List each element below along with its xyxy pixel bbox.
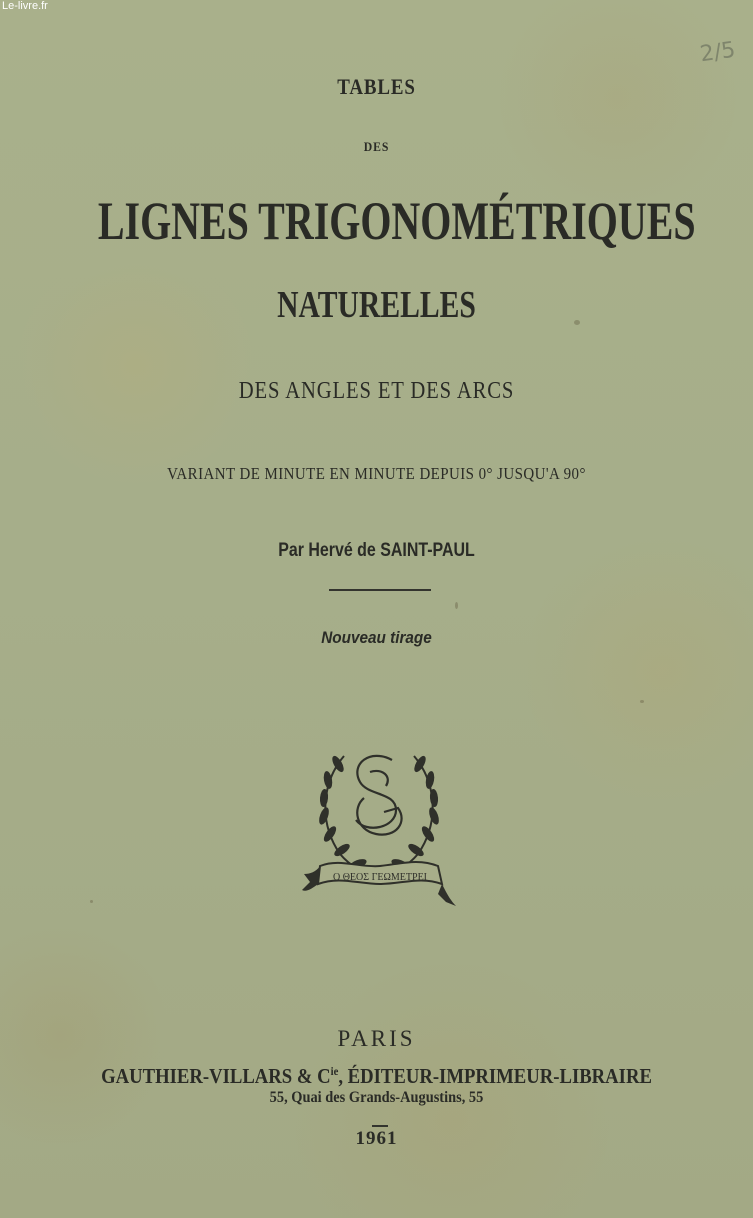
title-naturelles: NATURELLES [277, 284, 476, 326]
publisher-role: , ÉDITEUR-IMPRIMEUR-LIBRAIRE [338, 1064, 652, 1088]
imprint-publisher [41, 1064, 711, 1089]
publisher-superscript: ie [330, 1064, 339, 1078]
subtitle-variant: VARIANT DE MINUTE EN MINUTE DEPUIS 0° JUSQU'A 90° [167, 464, 586, 483]
edition-note: Nouveau tirage [321, 628, 432, 647]
imprint-city: PARIS [337, 1026, 416, 1051]
paper-speck [455, 602, 458, 609]
laurel-leaves [317, 754, 441, 879]
main-title: LIGNES TRIGONOMÉTRIQUES [97, 191, 696, 251]
pencil-annotation: 2/5 [698, 37, 737, 68]
year-divider [372, 1125, 388, 1127]
imprint-address: 55, Quai des Grands-Augustins, 55 [269, 1089, 484, 1106]
divider-rule [329, 589, 431, 591]
motto-text: Ο ΘΕΟΣ ΓΕΩΜΕΤΡΕΙ [332, 872, 428, 883]
motto-ribbon [302, 862, 456, 906]
laurel-monogram-emblem-icon [300, 742, 458, 910]
title-des: DES [363, 139, 390, 154]
author-line: Par Hervé de SAINT-PAUL [278, 540, 475, 561]
monogram-glyph [356, 756, 402, 835]
paper-speck [90, 900, 93, 903]
laurel-wreath [325, 756, 432, 876]
paper-speck [640, 700, 644, 703]
publisher-name: GAUTHIER-VILLARS & C [101, 1064, 331, 1088]
title-tables: TABLES [337, 74, 416, 99]
watermark: Le-livre.fr [2, 0, 48, 12]
subtitle-angles: DES ANGLES ET DES ARCS [238, 378, 515, 404]
imprint-year: 1961 [355, 1128, 398, 1149]
